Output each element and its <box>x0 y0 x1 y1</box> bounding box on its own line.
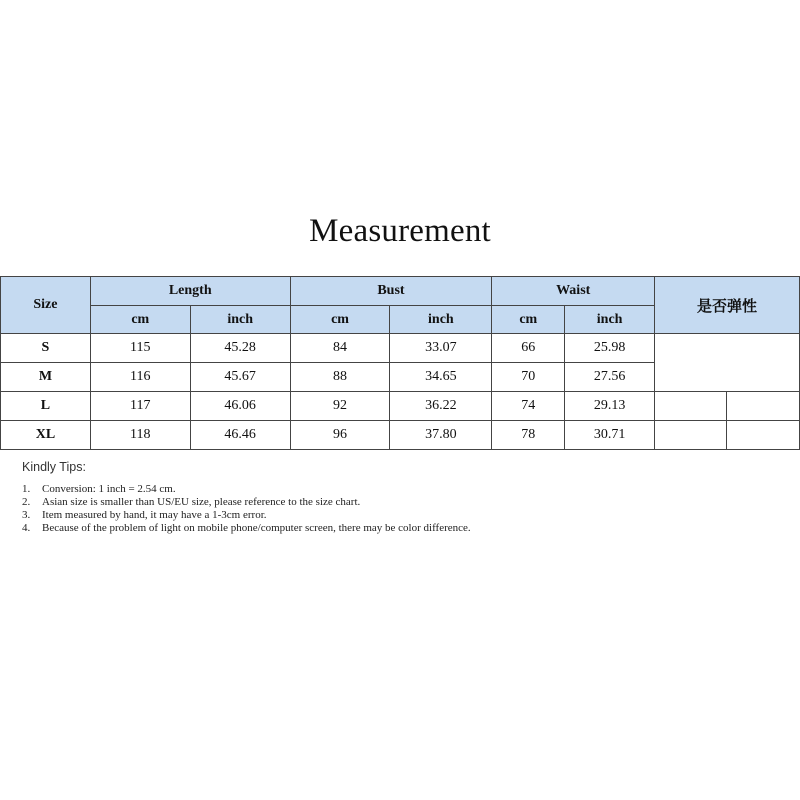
unit-header: inch <box>565 306 655 334</box>
table-cell: 45.67 <box>190 363 290 392</box>
tip-item <box>22 483 562 496</box>
table-cell: 74 <box>492 392 565 421</box>
table-cell: 96 <box>290 421 390 450</box>
table-cell: 29.13 <box>565 392 655 421</box>
table-cell: 36.22 <box>390 392 492 421</box>
table-row <box>1 392 800 421</box>
table-cell: 78 <box>492 421 565 450</box>
header-row-groups <box>1 277 800 306</box>
table-cell: 46.46 <box>190 421 290 450</box>
stretch-cell <box>727 392 800 421</box>
tips-heading: Kindly Tips: <box>22 460 86 474</box>
stretch-cell <box>655 421 727 450</box>
tip-number: 4. <box>22 522 31 534</box>
table-row <box>1 421 800 450</box>
size-label: XL <box>1 421 91 450</box>
unit-header: cm <box>90 306 190 334</box>
unit-header: inch <box>390 306 492 334</box>
waist-header: Waist <box>492 277 655 306</box>
table-cell: 25.98 <box>565 334 655 363</box>
tip-item <box>22 509 562 522</box>
unit-header: inch <box>190 306 290 334</box>
length-header: Length <box>90 277 290 306</box>
size-label: M <box>1 363 91 392</box>
size-chart-table <box>0 276 800 450</box>
tip-number: 1. <box>22 483 31 495</box>
table-cell: 30.71 <box>565 421 655 450</box>
stretch-cell <box>655 392 727 421</box>
stretch-cell <box>727 421 800 450</box>
table-cell: 66 <box>492 334 565 363</box>
table-cell: 37.80 <box>390 421 492 450</box>
bust-header: Bust <box>290 277 492 306</box>
table-cell: 88 <box>290 363 390 392</box>
table-cell: 27.56 <box>565 363 655 392</box>
tip-item <box>22 522 537 535</box>
tip-text: Because of the problem of light on mobile phone/computer screen, there may be color difference. <box>42 522 471 534</box>
table-cell: 34.65 <box>390 363 492 392</box>
table-cell: 92 <box>290 392 390 421</box>
size-label: S <box>1 334 91 363</box>
table-row <box>1 334 800 363</box>
page-title: Measurement <box>309 213 491 249</box>
table-cell: 84 <box>290 334 390 363</box>
table-cell: 116 <box>90 363 190 392</box>
table-cell: 117 <box>90 392 190 421</box>
size-header: Size <box>1 277 91 334</box>
tip-item <box>22 496 562 509</box>
table-cell: 118 <box>90 421 190 450</box>
tip-text: Item measured by hand, it may have a 1-3cm error. <box>42 509 267 521</box>
table-cell: 70 <box>492 363 565 392</box>
unit-header: cm <box>492 306 565 334</box>
stretch-cell <box>655 334 800 392</box>
size-label: L <box>1 392 91 421</box>
table-cell: 115 <box>90 334 190 363</box>
table-cell: 45.28 <box>190 334 290 363</box>
stretch-header: 是否弹性 <box>655 277 800 334</box>
tip-number: 2. <box>22 496 31 508</box>
tip-text: Conversion: 1 inch = 2.54 cm. <box>42 483 176 495</box>
kindly-tips <box>22 461 562 535</box>
table-cell: 33.07 <box>390 334 492 363</box>
unit-header: cm <box>290 306 390 334</box>
tip-number: 3. <box>22 509 31 521</box>
table-cell: 46.06 <box>190 392 290 421</box>
tip-text: Asian size is smaller than US/EU size, please reference to the size chart. <box>42 496 361 508</box>
